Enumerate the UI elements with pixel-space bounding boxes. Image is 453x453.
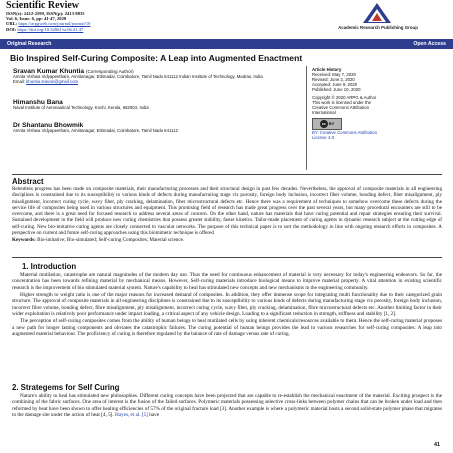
abstract-rule-bottom xyxy=(12,257,442,258)
section-heading-introduction: 1. Introduction xyxy=(22,262,77,271)
strategems-body xyxy=(12,393,442,419)
article-history xyxy=(312,67,442,140)
journal-doi-line xyxy=(6,27,266,32)
article-history-heading: Article History xyxy=(312,67,342,72)
author-name: Dr Shantanu Bhowmik xyxy=(13,122,84,129)
author-name: Sravan Kumar Khuntia (Corresponding Author) xyxy=(13,68,134,75)
journal-info xyxy=(6,1,266,32)
publisher-name: Academic Research Publishing Group xyxy=(338,25,418,30)
journal-volume: Vol. 6, Issue. 6, pp: 41-47, 2020 xyxy=(6,16,67,22)
abstract-rule-top xyxy=(12,174,442,175)
url-label: URL: xyxy=(6,21,18,27)
article-type-bar xyxy=(0,39,453,49)
article-type: Original Research xyxy=(7,40,52,47)
author-affiliation: Amrita Vishwa Vidyapeetham, Amritanagar, Ettimadai, Coimbatore, Tamil Nadu 641112 xyxy=(13,128,178,133)
paragraph: Material mutilation, catastrophe are natural magnitudes of the modern day use. Thus the need for continuous enhancement of material is very necessary for today's engineering endeavors. So far, the concentration has been towards refining material by mechanical means. However, Self-curing materials introduce biological means to improve material property. A vital attention in existing scientific research is the improvement of bio stimulated material system. Nature's capability to heal has stimulated new concepts and new mechanisms in the engineering community. xyxy=(12,272,442,291)
column-divider xyxy=(306,66,307,170)
abstract-body xyxy=(12,186,442,245)
author-block-2 xyxy=(13,99,303,111)
citation-link[interactable]: Hayes, et al. [5] xyxy=(115,412,148,419)
journal-name: Scientific Review xyxy=(6,0,80,11)
author-affiliation: Amrita Vishwa Vidyapeetham, Amritanagar, Ettimadai, Coimbatore, Tamil Nadu 641112 Indian Institute of Technology, Madras, India xyxy=(13,74,263,79)
doi-link[interactable]: https://doi.org/10.32861/sr.66.41.47 xyxy=(17,26,84,32)
license-text: This work is licensed under the Creative Commons Attribution International xyxy=(312,100,371,115)
author-email-link[interactable]: khuntia.sravan@gmail.com xyxy=(26,78,79,84)
abstract-text: Relentless progress has been made on composite materials, their manufacturing processes and their structural design in past few decades. Nevertheless, the approval of composite materials in all engineering disciplines is constrained due to its susceptibility to various kinds of defects during manufacturing stage viz porosity, foreign body inclusion, incorrect fiber volume, bonding defect, fiber misalignment, ply misalignment, incorrect curing cycle, wavy fiber, ply cracking, delamination, fiber microstructural defects etc. Hence there was a requirement of techniques to somehow overcome these defects during the service life of composites being used in various structures and equipment. This promising field of research has made great progress over the past several years, but many procedural encounters are still to be overcome, and there is a great need for focused research to address several areas of concern. On the other hand, nature has materials that have curing potential and repair strategies ensuring their survival. Sustained development in the field will produce new curing chemistries that possess greater stability, faster kinetics. Tailor-made placement of curing agents in dynamic research subject at the cutting edge of self-curing. New bio-imitative curing agents are closely connected to vascular networks. The purpose of this technical paper is to sort the methodology in line with ongoing research efforts in composites. A perspective on current and future self-curing approaches using this biomimetic technique is offered xyxy=(12,186,442,237)
access-type: Open Access xyxy=(413,40,446,47)
page-number: 41 xyxy=(434,442,440,448)
author-email-line: Email: khuntia.sravan@gmail.com xyxy=(13,78,79,84)
author-block-1 xyxy=(13,68,303,85)
author-block-3 xyxy=(13,122,303,134)
keywords-line xyxy=(12,237,442,243)
corresponding-note: (Corresponding Author) xyxy=(85,69,134,74)
section-heading-strategems: 2. Strategems for Self Curing xyxy=(12,383,120,392)
author-name: Himanshu Bana xyxy=(13,99,63,106)
creative-commons-badge-icon[interactable] xyxy=(312,118,342,130)
journal-issn: ISSN(e): 2412-2599, ISSN(p): 2413-8835 xyxy=(6,11,85,16)
revised-date: Revised: June 2, 2020 xyxy=(312,77,355,82)
paragraph: Higher strength to weight ratio is one of the major reasons for increased demand of composites. In addition, they offer immense scope for integrating multi functionality due to their categorized grain structure. The approval of composite materials in all engineering disciplines is constrained due to its susceptibility to various kinds of defects during manufacturing stage viz porosity, foreign body inclusion, incorrect fibre volume, bonding defect, fibre misalignment, ply misalignment, incorrect curing cycle, wavy fiber, ply cracking, delamination, fibre microstructural defects etc. Another limiting factor in their wider exploitation is relatively poor performance under impact loading, a critical aspect of any vehicle design. Loading to a significant reduction in strength, stiffness and stability [1, 2]. xyxy=(12,292,442,318)
introduction-body xyxy=(12,272,442,338)
paragraph: Nature's ability to heal has stimulated new philosophies. Different curing concepts have been projected that are capable to re-establish the mechanical enactment of the material. Exciting prospect is the combining of the fabric surfaces. One area of interest is the fusion of the failed surfaces. Polymeric materials possessing selective cross-links between polymer chains that can be broken under load and then reformed by heat have been shown to offer healing efficiencies of 57% of the original fracture load [3]. Another example is where a polymeric material hosts a second solid-state polymer phase that migrates to the damage site under the action of heat [4, 5]. Hayes, et al. [5] have xyxy=(12,393,442,419)
abstract-heading: Abstract xyxy=(12,177,44,186)
author-affiliation: Naval Institute of Aeronautical Technology, Kochi, Kerala, 682004, India xyxy=(13,105,149,110)
journal-header xyxy=(0,0,453,36)
cc-badge-label: BY xyxy=(328,121,335,126)
keywords-label: Keywords: xyxy=(12,237,36,244)
copyright-line: Copyright © 2020 ARPG & Author xyxy=(312,95,377,100)
published-date: Published: June 10, 2020 xyxy=(312,87,361,92)
paragraph: The perception of self-curing composites comes from the ability of human beings to heal mutilated cells by using inherent chemicals/resources available to them. Hence the self-curing material proposes a new path for longer lasting components and obviates the catastrophic failures. The curing potential of human beings provides the lead to various researches for self-curing composites: A leap into augmented material behaviour. The proficiency of curing is therefore regulated by the balance of rate of damage versus rate of curing. xyxy=(12,318,442,338)
paper-title: Bio Inspired Self-Curing Composite: A Leap into Augmented Enactment xyxy=(10,53,303,63)
cc-logo-icon: cc xyxy=(321,121,326,126)
doi-label: DOI: xyxy=(6,26,17,32)
publisher-logo-icon xyxy=(362,2,392,24)
received-date: Received: May 7, 2020 xyxy=(312,72,356,77)
license-link[interactable]: BY: Creative Commons Attribution License 4.0 xyxy=(312,130,377,140)
keywords-text: Bio-imitative; Bio-simulated; Self-curing Composites; Material science. xyxy=(37,237,185,244)
journal-url-link[interactable]: https://arpgweb.com/journal/journal/10 xyxy=(18,21,91,27)
accepted-date: Accepted: June 9, 2020 xyxy=(312,82,358,87)
